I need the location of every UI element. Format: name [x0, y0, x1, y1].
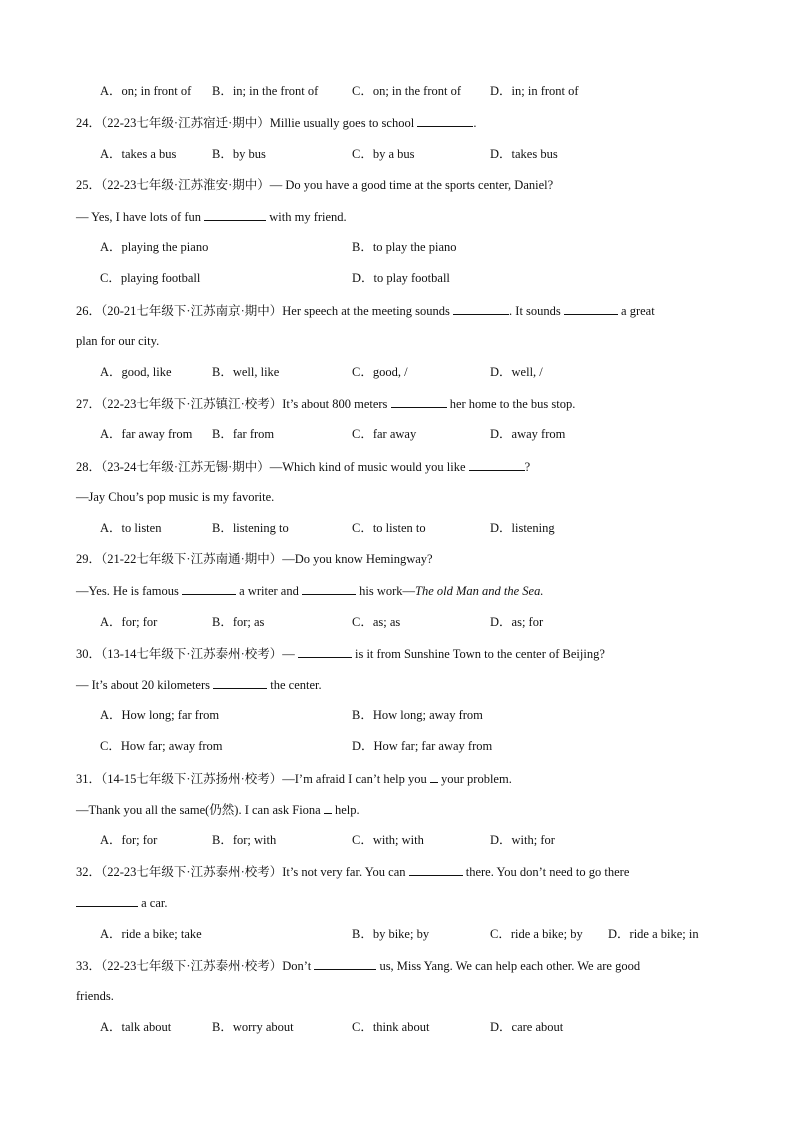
q24-option-d[interactable]: D．takes bus	[490, 147, 558, 161]
q24-stem: 24．（22-23七年级·江苏宿迁·期中）Millie usually goes to school .	[76, 116, 477, 130]
answer-blank	[564, 302, 618, 315]
q33-option-a[interactable]: A．talk about	[100, 1020, 172, 1034]
q32-option-a[interactable]: A．ride a bike; take	[100, 927, 202, 941]
q33-stem: 33．（22-23七年级下·江苏泰州·校考）Don’t us, Miss Yang. We can help each other. We are good	[76, 959, 641, 973]
q23-option-b[interactable]: B．in; in the front of	[212, 84, 319, 98]
q26-option-d[interactable]: D．well, /	[490, 365, 543, 379]
q32-line2: a car.	[76, 894, 168, 911]
answer-blank	[430, 770, 438, 783]
q25-option-c[interactable]: C．playing football	[100, 271, 201, 285]
answer-blank	[314, 957, 376, 970]
answer-blank	[391, 395, 447, 408]
q32-option-b[interactable]: B．by bike; by	[352, 927, 430, 941]
q29-line2: —Yes. He is famous a writer and his work—The old Man and the Sea.	[76, 584, 544, 598]
q29-option-a[interactable]: A．for; for	[100, 615, 158, 629]
q31-option-a[interactable]: A．for; for	[100, 833, 158, 847]
q25-option-b[interactable]: B．to play the piano	[352, 240, 457, 254]
q31-option-c[interactable]: C．with; with	[352, 833, 424, 847]
q26-option-c[interactable]: C．good, /	[352, 365, 408, 379]
q33-option-c[interactable]: C．think about	[352, 1020, 430, 1034]
q28-option-b[interactable]: B．listening to	[212, 521, 289, 535]
answer-blank	[204, 208, 266, 221]
q28-option-c[interactable]: C．to listen to	[352, 521, 426, 535]
answer-blank	[182, 582, 236, 595]
q33-option-d[interactable]: D．care about	[490, 1020, 564, 1034]
q27-option-d[interactable]: D．away from	[490, 427, 566, 441]
q24-option-b[interactable]: B．by bus	[212, 147, 266, 161]
q28-line2: —Jay Chou’s pop music is my favorite.	[76, 490, 275, 504]
q32-stem: 32．（22-23七年级下·江苏泰州·校考）It’s not very far. You can there. You don’t need to go there	[76, 865, 630, 879]
q25-stem: 25．（22-23七年级·江苏淮安·期中）— Do you have a good time at the sports center, Daniel?	[76, 178, 554, 192]
q28-stem: 28．（23-24七年级·江苏无锡·期中）—Which kind of music would you like ?	[76, 460, 531, 474]
q26-option-b[interactable]: B．well, like	[212, 365, 280, 379]
answer-blank	[324, 801, 332, 814]
q29-stem: 29．（21-22七年级下·江苏南通·期中）—Do you know Hemingway?	[76, 552, 433, 566]
q23-option-a[interactable]: A．on; in front of	[100, 84, 192, 98]
q32-option-c[interactable]: C．ride a bike; by	[490, 927, 583, 941]
q24-option-a[interactable]: A．takes a bus	[100, 147, 177, 161]
answer-blank	[298, 645, 352, 658]
q30-line2: — It’s about 20 kilometers the center.	[76, 678, 322, 692]
q27-stem: 27．（22-23七年级下·江苏镇江·校考）It’s about 800 meters her home to the bus stop.	[76, 397, 576, 411]
q26-option-a[interactable]: A．good, like	[100, 365, 172, 379]
q29-option-c[interactable]: C．as; as	[352, 615, 401, 629]
q32-option-d[interactable]: D．ride a bike; in	[608, 927, 699, 941]
q26-line2: plan for our city.	[76, 334, 160, 348]
q29-option-b[interactable]: B．for; as	[212, 615, 265, 629]
q30-option-d[interactable]: D．How far; far away from	[352, 739, 493, 753]
q33-line2: friends.	[76, 989, 114, 1003]
q28-option-a[interactable]: A．to listen	[100, 521, 162, 535]
q28-option-d[interactable]: D．listening	[490, 521, 555, 535]
answer-blank	[453, 302, 509, 315]
q31-option-b[interactable]: B．for; with	[212, 833, 277, 847]
q25-option-a[interactable]: A．playing the piano	[100, 240, 209, 254]
q30-option-b[interactable]: B．How long; away from	[352, 708, 483, 722]
answer-blank	[417, 114, 473, 127]
answer-blank	[409, 863, 463, 876]
q31-option-d[interactable]: D．with; for	[490, 833, 555, 847]
q31-line2: —Thank you all the same(仍然). I can ask Fiona help.	[76, 803, 360, 817]
q25-option-d[interactable]: D．to play football	[352, 271, 450, 285]
answer-blank	[469, 458, 525, 471]
q25-line2: — Yes, I have lots of fun with my friend.	[76, 210, 347, 224]
answer-blank	[76, 894, 138, 907]
q30-option-a[interactable]: A．How long; far from	[100, 708, 220, 722]
q30-stem: 30．（13-14七年级下·江苏泰州·校考）— is it from Sunshine Town to the center of Beijing?	[76, 647, 605, 661]
answer-blank	[302, 582, 356, 595]
q30-option-c[interactable]: C．How far; away from	[100, 739, 223, 753]
q27-option-b[interactable]: B．far from	[212, 427, 275, 441]
q31-stem: 31．（14-15七年级下·江苏扬州·校考）—I’m afraid I can’t help you your problem.	[76, 772, 512, 786]
q23-option-c[interactable]: C．on; in the front of	[352, 84, 462, 98]
q29-option-d[interactable]: D．as; for	[490, 615, 544, 629]
q33-option-b[interactable]: B．worry about	[212, 1020, 294, 1034]
q27-option-c[interactable]: C．far away	[352, 427, 417, 441]
q24-option-c[interactable]: C．by a bus	[352, 147, 415, 161]
q23-option-d[interactable]: D．in; in front of	[490, 84, 579, 98]
book-title: The old Man and the Sea.	[415, 584, 544, 598]
q27-option-a[interactable]: A．far away from	[100, 427, 193, 441]
answer-blank	[213, 676, 267, 689]
q26-stem: 26．（20-21七年级下·江苏南京·期中）Her speech at the meeting sounds . It sounds a great	[76, 304, 655, 318]
